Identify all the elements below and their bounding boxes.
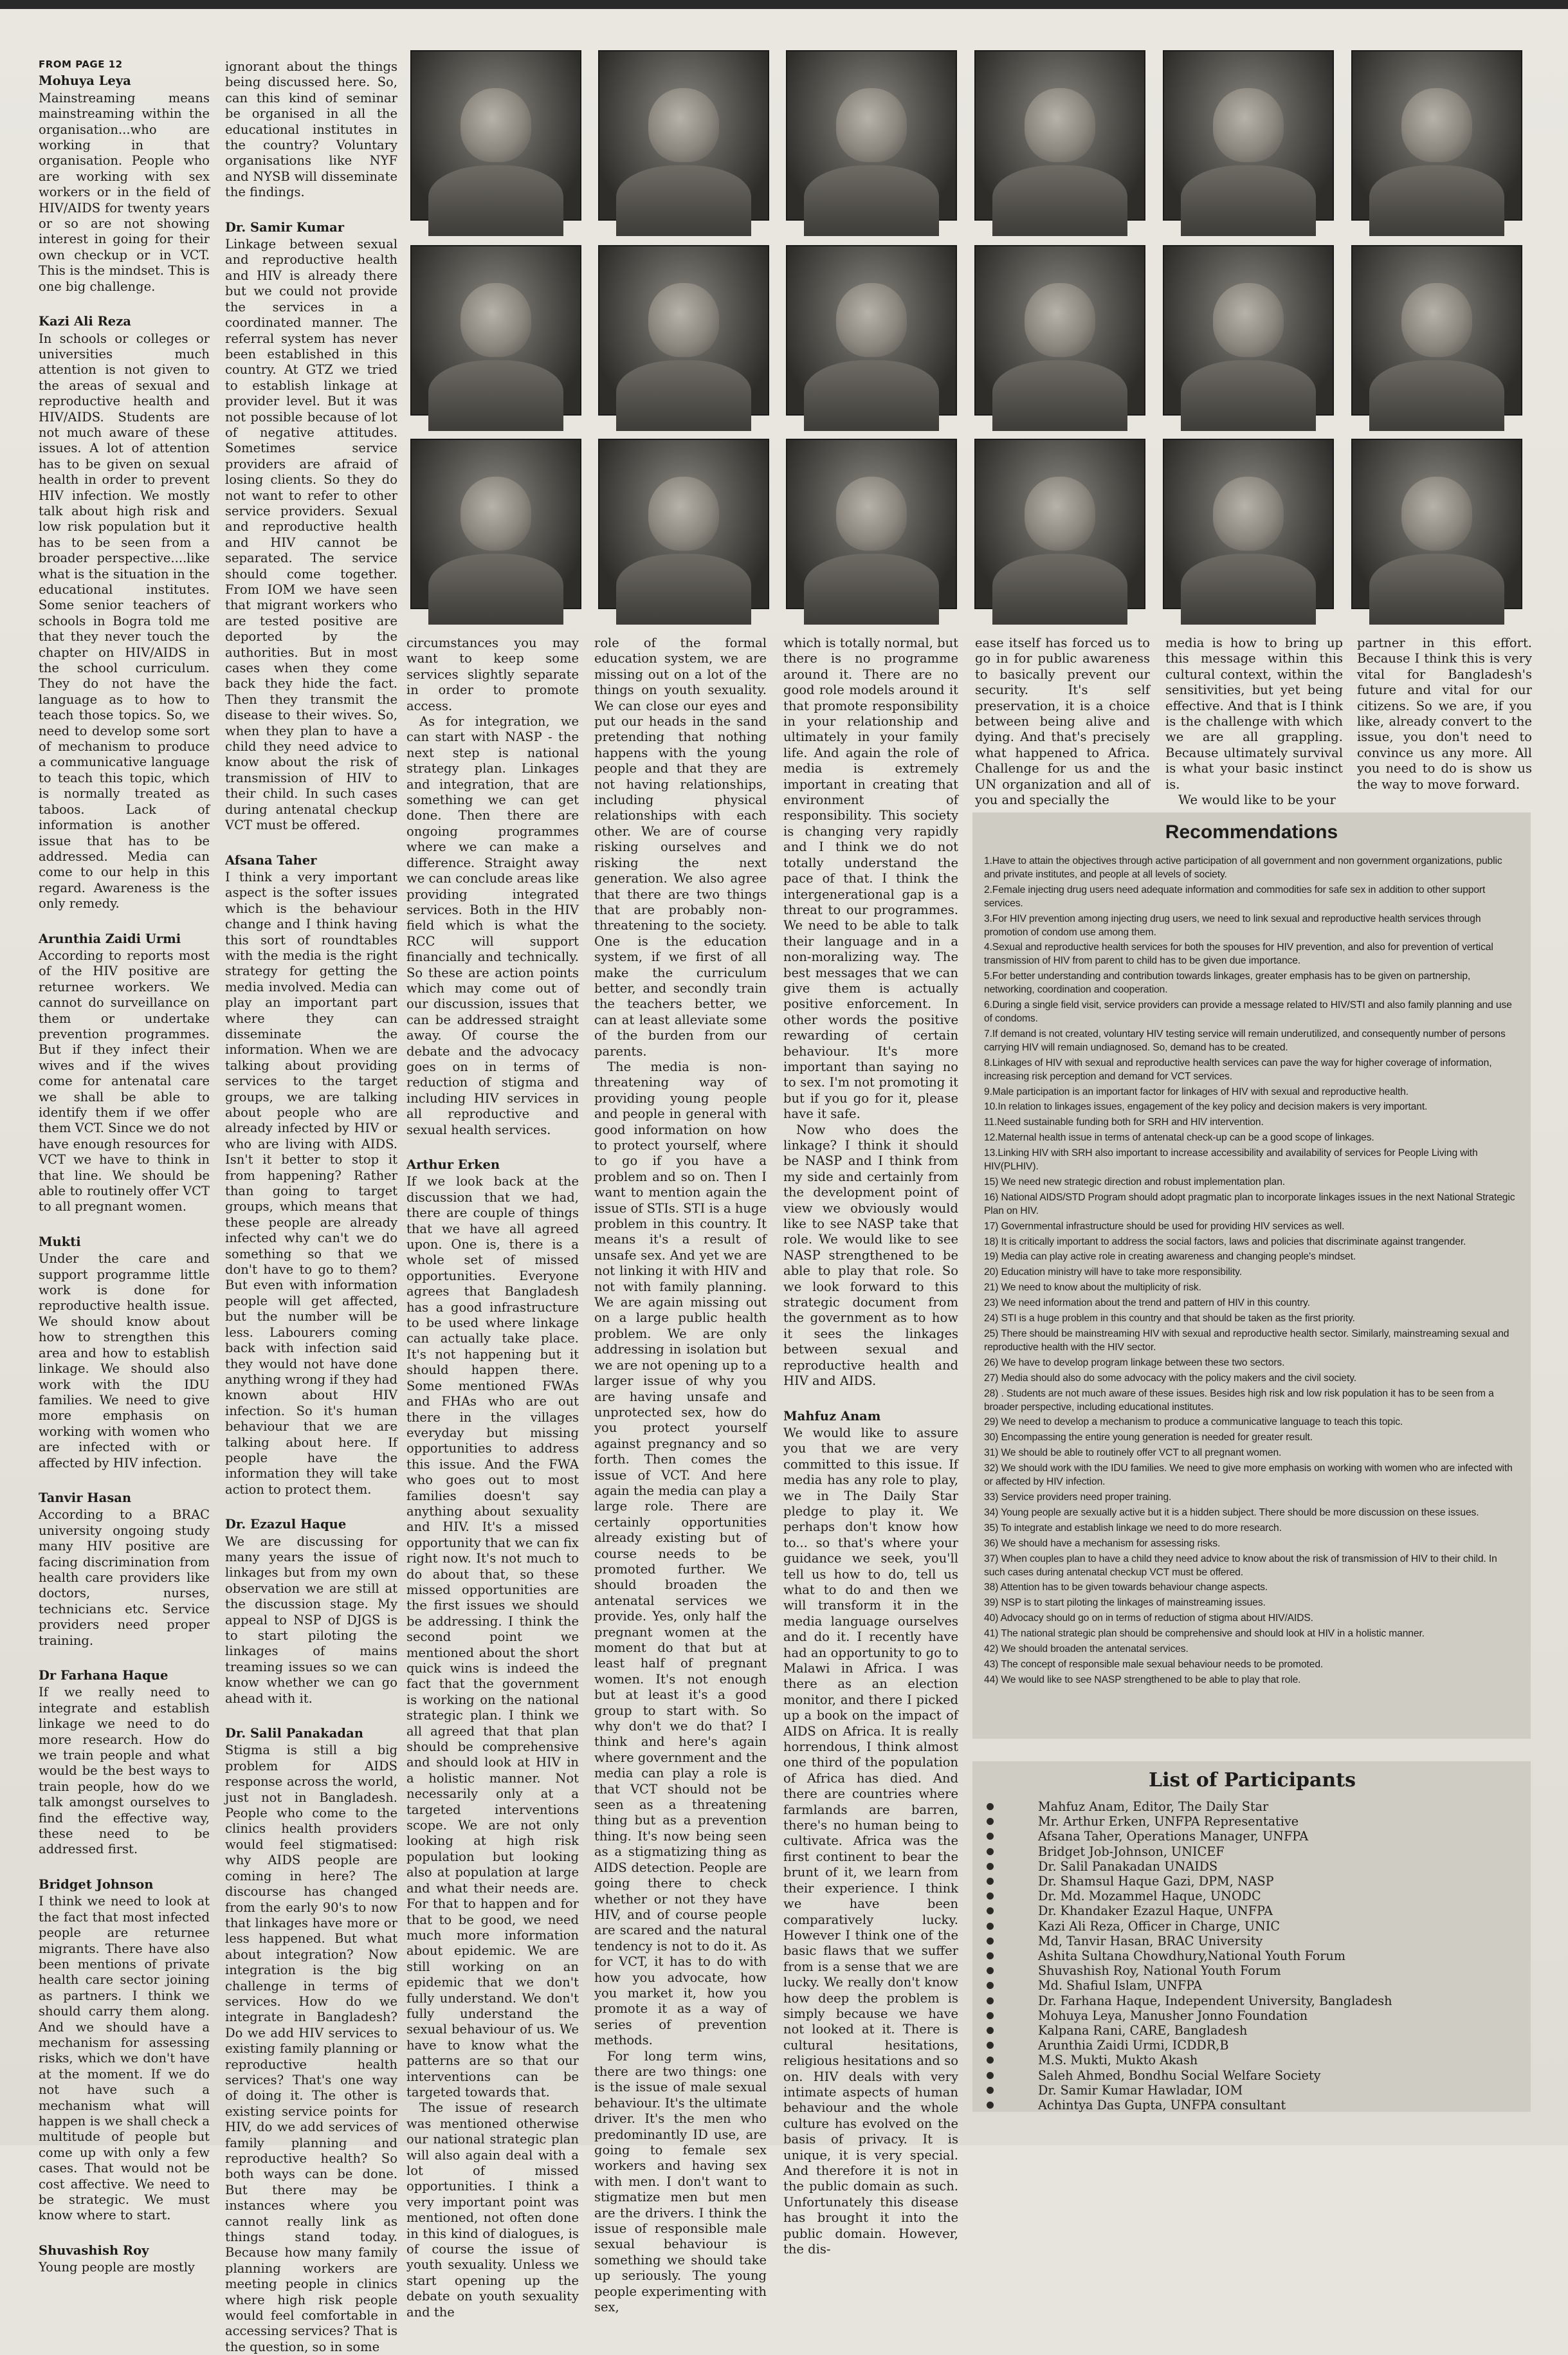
photo-figure-body <box>616 554 751 625</box>
recommendation-item: 4.Sexual and reproductive health services for both the spouses for HIV prevention, and also for prevention of vertical transmission of HIV from parent to child has to be given due importance. <box>984 942 1493 967</box>
photo-figure-head <box>648 283 719 357</box>
recommendation-item: 40) Advocacy should go on in terms of reduction of stigma about HIV/AIDS. <box>984 1613 1313 1624</box>
participant-name: Dr. Farhana Haque, Independent University, Bangladesh <box>1038 1993 1392 2008</box>
participant-item <box>985 1814 1519 1829</box>
participant-name: Mr. Arthur Erken, UNFPA Representative <box>1038 1814 1299 1829</box>
participant-photo <box>1163 439 1334 609</box>
participant-item <box>985 1963 1519 1978</box>
participant-name: Mohuya Leya, Manusher Jonno Foundation <box>1038 2008 1308 2023</box>
recommendation-item: 33) Service providers need proper training. <box>984 1491 1172 1503</box>
paragraph: Stigma is still a big problem for AIDS response across the world, just not in Bangladesh. People who come to the clinics health providers would feel stigmatised: why AIDS people are coming in here? The discourse has changed from the early 90's to now that linkages have more or less happened. But what about integration? Now integration is the big challenge in terms of services. How do we integrate in Bangladesh? Do we add HIV services to existing family planning or reproductive health services? That's one way of doing it. The other is existing service points for HIV, do we add services of family planning and reproductive health? So both ways can be done. But there may be instances where you cannot really link as things stand today. Because how many family planning workers are meeting people in clinics where high risk people would feel comfortable in accessing services? That is the question, so in some <box>225 1743 397 2354</box>
bullet-icon <box>987 2072 994 2079</box>
participant-item <box>985 1993 1519 2008</box>
paragraph: media is how to bring up this message within this cultural context, within the sensitivities, but yet being effective. And that is I think is the challenge with which we are all grappling. Because ultimately survival is what your basic instinct is. <box>1165 636 1343 792</box>
participant-photo <box>1351 245 1522 416</box>
photo-figure-body <box>1369 165 1504 236</box>
speaker-name: Kazi Ali Reza <box>39 314 131 329</box>
recommendation-item: 31) We should be able to routinely offer VCT to all pregnant women. <box>984 1447 1282 1459</box>
recommendation-item: 15) We need new strategic direction and robust implementation plan. <box>984 1176 1286 1187</box>
participant-item <box>985 1919 1519 1934</box>
recommendation-item: 39) NSP is to start piloting the linkages of mainstreaming issues. <box>984 1597 1266 1609</box>
recommendation-item: 26) We have to develop program linkage between these two sectors. <box>984 1357 1285 1368</box>
bullet-icon <box>987 1863 994 1870</box>
speaker-name: Mahfuz Anam <box>783 1408 881 1424</box>
bullet-icon <box>987 2042 994 2049</box>
participant-photo <box>410 245 581 416</box>
recommendation-item: 41) The national strategic plan should be comprehensive and should look at HIV in a holistic manner. <box>984 1628 1425 1640</box>
participant-item <box>985 1978 1519 1993</box>
recommendation-item: 12.Maternal health issue in terms of antenatal check-up can be a good scope of linkages. <box>984 1132 1374 1144</box>
recommendation-item: 23) We need information about the trend and pattern of HIV in this country. <box>984 1297 1310 1309</box>
bullet-icon <box>987 1923 994 1930</box>
article-column-1 <box>39 57 210 2275</box>
recommendation-item: 1.Have to attain the objectives through active participation of all government and non government organizations, public and private institutes, and people at all levels of society. <box>984 856 1502 880</box>
recommendation-item: 28) . Students are not much aware of these issues. Besides high risk and low risk population it has to be seen from a broader perspective, including educational institutes. <box>984 1388 1494 1413</box>
paragraph: which is totally normal, but there is no programme around it. There are no good role models around it that promote responsibility in your relationship and ultimately in your family life. And again the role of media is extremely important in creating that environment of responsibility. This society is changing very rapidly and I think we do not totally understand the pace of that. I think the intergenerational gap is a threat to our programmes. We need to be able to talk their language and in a non-moralizing way. The best messages that we can give them is actually positive enforcement. In other words the positive rewarding of certain behaviour. It's more important than saying no to sex. I'm not promoting it but if you go for it, please have it safe. <box>783 636 958 1122</box>
recommendation-item: 29) We need to develop a mechanism to produce a communicative language to teach this topic. <box>984 1416 1403 1428</box>
participant-photo <box>598 50 769 221</box>
recommendation-item: 16) National AIDS/STD Program should adopt pragmatic plan to incorporate linkages issues in the next National Strategic Plan on HIV. <box>984 1191 1515 1216</box>
recommendation-item: 6.During a single field visit, service providers can provide a message related to HIV/STI and also family planning and use of condoms. <box>984 1000 1512 1024</box>
speaker-name: Bridget Johnson <box>39 1876 154 1892</box>
photo-figure-head <box>648 477 719 551</box>
participant-name: Ashita Sultana Chowdhury,National Youth Forum <box>1038 1948 1345 1964</box>
paragraph: Young people are mostly <box>39 2260 195 2275</box>
speaker-name: Dr. Salil Panakadan <box>225 1726 363 1741</box>
article-column-8 <box>1357 636 1532 803</box>
paragraph: If we look back at the discussion that we had, there are couple of things that we have all agreed upon. One is, there is a whole set of missed opportunities. Everyone agrees that Bangladesh has a good infrastructure to be used where linkage can actually take place. It's not happening but it should happen there. Some mentioned FWAs and FHAs who are out there in the villages everyday but missing opportunities to address this issue. And the FWA who goes out to most families doesn't say anything about sexuality and HIV. It's a missed opportunity that we can fix right now. It's not much to do about that, so these missed opportunities are the first issues we should be addressing. I think the second point we mentioned about the short quick wins is indeed the fact that the government is working on the national strategic plan. I think we all agreed that that plan should be comprehensive and should look at HIV in a holistic manner. Not necessarily only at a targeted interventions scope. We are not only looking at high risk population but looking also at population at large and what their needs are. For that to happen and for that to be good, we need much more information about epidemic. We are still working on an epidemic that we don't fully understand. We don't fully understand the sexual behaviour of us. We have to know what the patterns are so that our interventions can be targeted towards that. <box>406 1174 579 2100</box>
paragraph: ignorant about the things being discussed here. So, can this kind of seminar be organised in all the educational institutes in the country? Voluntary organisations like NYF and NYSB will disseminate the findings. <box>225 59 397 200</box>
speaker-name: Mukti <box>39 1234 81 1249</box>
participant-item <box>985 1903 1519 1918</box>
speaker-name: Tanvir Hasan <box>39 1490 132 1505</box>
recommendation-item: 13.Linking HIV with SRH also important to increase accessibility and availability of services for People Living with HIV(PLHIV). <box>984 1148 1478 1173</box>
speaker-name: Arthur Erken <box>406 1157 500 1172</box>
participant-name: Achintya Das Gupta, UNFPA consultant <box>1038 2098 1286 2113</box>
bullet-icon <box>987 2012 994 2019</box>
paragraph: We would like to be your <box>1178 793 1336 808</box>
recommendation-item: 32) We should work with the IDU families. We need to give more emphasis on working with women who are infected with or affected by HIV infection. <box>984 1463 1513 1488</box>
participant-name: Dr. Samir Kumar Hawladar, IOM <box>1038 2082 1243 2098</box>
participant-name: Dr. Md. Mozammel Haque, UNODC <box>1038 1889 1261 1904</box>
bullet-icon <box>987 1833 994 1840</box>
recommendation-item: 24) STI is a huge problem in this country and that should be taken as the first priority. <box>984 1313 1355 1324</box>
participant-name: Dr. Khandaker Ezazul Haque, UNFPA <box>1038 1903 1273 1919</box>
recommendations-box <box>972 812 1531 1739</box>
paragraph: Mainstreaming means mainstreaming within the organisation...who are working in that organisation. People who are working with sex workers or in the field of HIV/AIDS for twenty years or so are not showing interest in going for their own checkup or in VCT. This is the mindset. This is one big challenge. <box>39 90 210 294</box>
bullet-icon <box>987 1878 994 1885</box>
article-column-7 <box>1165 636 1343 808</box>
participant-item <box>985 1874 1519 1889</box>
paragraph: I think a very important aspect is the softer issues which is the behaviour change and I think having this sort of roundtables with the media is the right strategy for getting the media involved. Media can play an important part where they can disseminate the information. When we are talking about providing services to the target groups, we are talking about people who are already infected by HIV or who are living with AIDS. Isn't it better to stop it from happening? Rather than going to target groups, which means that these people are already infected why can't we do something so that we don't have to go to them? But even with information people will get affected, but the number will be less. Labourers coming back with infection said they would not have done anything wrong if they had known about HIV infection. So it's human behaviour that we are talking about here. If people have the information they will take action to protect them. <box>225 869 397 1497</box>
photo-figure-head <box>648 88 719 162</box>
participant-name: Md, Tanvir Hasan, BRAC University <box>1038 1933 1263 1948</box>
bullet-icon <box>987 1997 994 2004</box>
bullet-icon <box>987 1907 994 1914</box>
photo-figure-body <box>616 360 751 431</box>
paragraph: The media is non-threatening way of providing young people and people in general with good information on how to protect yourself, where to go if you have a problem and so on. Then I want to mention again the issue of STIs. STI is a huge problem in this country. It means it's a result of unsafe sex. And yet we are not linking it with HIV and not with family planning. We are again missing out on a large public health problem. We are only addressing in isolation but we are not opening up to a larger issue of why you are having unsafe and unprotected sex, how do you protect yourself against pregnancy and so forth. Then comes the issue of VCT. And here again the media can play a large role. There are certainly opportunities already existing but of course needs to be promoted further. We should broaden the antenatal services we provide. Yes, only half the pregnant women at the moment do that but at least half of pregnant women. It's not enough but at least it's a good group to start with. So why don't we do that? I think and here's again where government and the media can play a role is that VCT should not be seen as a threatening thing but as a prevention thing. It's now being seen as a stigmatizing thing as AIDS detection. People are going there to check whether or not they have HIV, and of course people are scared and the natural tendency is not to do it. As for VCT, it has to do with how you advocate, how you market it, how you promote it as a way of series of prevention methods. <box>594 1059 767 2048</box>
bullet-icon <box>987 1967 994 1974</box>
photo-figure-head <box>1213 88 1284 162</box>
photo-figure-body <box>1181 360 1316 431</box>
recommendations-list <box>984 855 1519 1687</box>
paragraph: If we really need to integrate and establish linkage we need to do more research. How do we train people and what would be the best ways to train people, how do we talk amongst ourselves to find the effective way, these need to be addressed first. <box>39 1685 210 1857</box>
participant-item <box>985 1934 1519 1948</box>
recommendation-item: 18) It is critically important to address the social factors, laws and policies that discriminate against trangender. <box>984 1236 1466 1247</box>
participant-photo <box>598 245 769 416</box>
recommendation-item: 3.For HIV prevention among injecting drug users, we need to link sexual and reproductive health services through promotion of condom use among them. <box>984 913 1481 938</box>
speaker-name: Dr. Samir Kumar <box>225 219 345 235</box>
article-column-4 <box>594 636 767 2315</box>
paragraph: According to a BRAC university ongoing study many HIV positive are facing discrimination from health care providers like doctors, nurses, technicians etc. Service providers need proper training. <box>39 1507 210 1648</box>
paragraph: As for integration, we can start with NASP - the next step is national strategy plan. Linkages and integration, that are something we can get done. Then there are ongoing programmes where we can make a difference. Straight away we can conclude areas like providing integrated services. Both in the HIV field which is what the RCC will support financially and technically. So these are action points which may come out of our discussion, issues that can be addressed straight away. Of course the debate and the advocacy goes on in terms of reduction of stigma and including HIV services in all reproductive and sexual health services. <box>406 714 579 1137</box>
photo-figure-head <box>1401 88 1472 162</box>
participant-item <box>985 1829 1519 1844</box>
speaker-name: Dr Farhana Haque <box>39 1668 169 1683</box>
recommendation-item: 42) We should broaden the antenatal services. <box>984 1644 1189 1655</box>
paragraph: Linkage between sexual and reproductive health and HIV is already there but we could not provide the services in a coordinated manner. The referral system has never been established in this country. At GTZ we tried to establish linkage at provider level. But it was not possible because of lot of negative attitudes. Sometimes service providers are afraid of losing clients. So they do not want to refer to other service providers. Sexual and reproductive health and HIV cannot be separated. The service should come together. From IOM we have seen that migrant workers who are tested positive are deported by the authorities. But in most cases when they come back they hide the fact. Then they transmit the disease to their wives. So, when they plan to have a child they need advice to know about the risk of transmission of HIV to their child. In such cases during antenatal checkup VCT must be offered. <box>225 237 397 833</box>
participant-item <box>985 1948 1519 1963</box>
photo-figure-head <box>1025 283 1095 357</box>
participant-name: Mahfuz Anam, Editor, The Daily Star <box>1038 1799 1269 1814</box>
photo-figure-head <box>1401 477 1472 551</box>
top-edge-bar <box>0 0 1568 9</box>
recommendation-item: 37) When couples plan to have a child they need advice to know about the risk of transmission of HIV to their child. In such cases during antenatal checkup VCT must be offered. <box>984 1553 1497 1578</box>
article-column-6 <box>975 636 1150 808</box>
participant-item <box>985 2098 1519 2112</box>
participant-photo <box>410 439 581 609</box>
photo-figure-head <box>1213 283 1284 357</box>
recommendations-title: Recommendations <box>1165 821 1338 843</box>
recommendation-item: 8.Linkages of HIV with sexual and reproductive health services can pave the way for higher coverage of information, increasing risk perception and demand for VCT services. <box>984 1057 1492 1082</box>
photo-figure-body <box>428 165 563 236</box>
recommendation-item: 20) Education ministry will have to take more responsibility. <box>984 1267 1242 1278</box>
photo-figure-body <box>428 554 563 625</box>
photo-figure-head <box>1025 477 1095 551</box>
photo-figure-head <box>460 88 531 162</box>
article-column-3 <box>406 636 579 2320</box>
participant-item <box>985 1799 1519 1814</box>
paragraph: circumstances you may want to keep some services slightly separate in order to promote access. <box>406 636 579 713</box>
article-column-5 <box>783 636 958 2257</box>
paragraph: According to reports most of the HIV positive are returnee workers. We cannot do surveillance on them or undertake prevention programmes. But if they infect their wives and if the wives come for antenatal care we shall be able to identify them if we offer them VCT. Since we do not have enough resources for VCT we have to think in that line. We should be able to routinely offer VCT to all pregnant women. <box>39 948 210 1214</box>
participant-photo-grid <box>410 50 1531 611</box>
recommendation-item: 27) Media should also do some advocacy with the policy makers and the civil society. <box>984 1372 1356 1384</box>
bullet-icon <box>987 1938 994 1945</box>
recommendation-item: 19) Media can play active role in creating awareness and changing people's mindset. <box>984 1251 1356 1263</box>
photo-figure-head <box>836 477 907 551</box>
participant-photo <box>410 50 581 221</box>
participant-photo <box>974 439 1145 609</box>
photo-figure-head <box>1401 283 1472 357</box>
recommendation-item: 25) There should be mainstreaming HIV with sexual and reproductive health sector. Similarly, mainstreaming sexual and reproductive health with the HIV sector. <box>984 1328 1509 1353</box>
photo-figure-head <box>460 477 531 551</box>
bullet-icon <box>987 1952 994 1959</box>
participant-photo <box>974 50 1145 221</box>
participant-name: Arunthia Zaidi Urmi, ICDDR,B <box>1038 2038 1229 2053</box>
paragraph: We would like to assure you that we are very committed to this issue. If media has any role to play, we in The Daily Star pledge to play it. We perhaps don't know how to... so that's where your guidance we seek, you'll tell us how to do, tell us what to do and then we will transform it in the media language ourselves and do it. I recently have had an opportunity to go to Malawi in Africa. I was there as an election monitor, and there I picked up a book on the impact of AIDS on Africa. It is really horrendous, I think almost one third of the population of Africa has died. And there are countries where farmlands are barren, there's no human being to cultivate. Africa was the first continent to bear the brunt of it, we learn from their experience. I think we have been comparatively lucky. However I think one of the basic flaws that we suffer from is a sense that we are lucky. We really don't know how deep the problem is simply because we have not looked at it. There is cultural hesitations, religious hesitations and so on. HIV deals with very intimate aspects of human behaviour and the whole culture has evolved on the basis of privacy. It is unique, it is very special. And therefore it is not in the public domain as such. Unfortunately this disease has brought it into the public domain. However, the dis- <box>783 1425 958 2257</box>
photo-figure-body <box>1369 554 1504 625</box>
photo-figure-body <box>992 360 1127 431</box>
recommendation-item: 36) We should have a mechanism for assessing risks. <box>984 1537 1221 1549</box>
participant-photo <box>598 439 769 609</box>
paragraph: For long term wins, there are two things: one is the issue of male sexual behaviour. It's the ultimate driver. It's the men who predominantly ID use, are going to female sex workers and having sex with men. I don't want to stigmatize men but men are the drivers. I think the issue of responsible male sexual behaviour is something we should take up seriously. The young people experimenting with sex, <box>594 2048 767 2315</box>
participants-box <box>972 1761 1531 2112</box>
recommendation-item: 9.Male participation is an important factor for linkages of HIV with sexual and reproductive health. <box>984 1086 1409 1097</box>
recommendation-item: 7.If demand is not created, voluntary HIV testing service will remain underutilized, and consequently number of persons carrying HIV will remain undiagnosed. So, demand has to be created. <box>984 1028 1506 1053</box>
photo-figure-body <box>1181 554 1316 625</box>
participant-name: Afsana Taher, Operations Manager, UNFPA <box>1038 1829 1309 1844</box>
participant-name: Dr. Shamsul Haque Gazi, DPM, NASP <box>1038 1874 1274 1889</box>
photo-figure-body <box>428 360 563 431</box>
photo-figure-body <box>992 165 1127 236</box>
participant-item <box>985 1844 1519 1859</box>
photo-figure-head <box>460 283 531 357</box>
paragraph: Under the care and support programme little work is done for reproductive health issue. We should know about how to strengthen this area and how to establish linkage. We should also work with the IDU families. We need to give more emphasis on working with women who are infected with or affected by HIV infection. <box>39 1251 210 1471</box>
photo-figure-body <box>1369 360 1504 431</box>
recommendation-item: 2.Female injecting drug users need adequate information and commodities for safe sex in addition to other support services. <box>984 884 1486 909</box>
bullet-icon <box>987 2102 994 2109</box>
participant-item <box>985 1859 1519 1874</box>
recommendation-item: 30) Encompassing the entire young generation is needed for greater result. <box>984 1432 1313 1443</box>
participant-item <box>985 2083 1519 2098</box>
participants-list <box>985 1799 1519 2112</box>
photo-figure-body <box>992 554 1127 625</box>
photo-figure-body <box>804 360 939 431</box>
participant-item <box>985 2023 1519 2038</box>
photo-figure-body <box>616 165 751 236</box>
recommendation-item: 34) Young people are sexually active but it is a hidden subject. There should be more discussion on these issues. <box>984 1507 1479 1518</box>
recommendation-item: 5.For better understanding and contribution towards linkages, greater emphasis has to be given on partnership, networking, coordination and cooperation. <box>984 971 1471 996</box>
participant-photo <box>786 245 957 416</box>
bullet-icon <box>987 1848 994 1855</box>
speaker-name: Dr. Ezazul Haque <box>225 1517 347 1532</box>
continued-from-label: FROM PAGE 12 <box>39 59 123 70</box>
paragraph: Now who does the linkage? I think it should be NASP and I think from my side and certainly from the development point of view we obviously would like to see NASP take that role. We would like to see NASP strengthened to be able to play that role. So we look forward to this strategic document from the government as to how it sees the linkages between sexual and reproductive health and HIV and AIDS. <box>783 1122 958 1389</box>
photo-figure-head <box>836 283 907 357</box>
paragraph: I think we need to look at the fact that most infected people are returnee migrants. There have also been mentions of private health care sector joining as partners. I think we should carry them along. And we should have a mechanism for assessing risks, which we don't have at the moment. If we do not have such a mechanism what will happen is we shall check a multitude of people but come up with only a few cases. That would not be cost affective. We need to be strategic. We must know where to start. <box>39 1894 210 2223</box>
bullet-icon <box>987 1803 994 1810</box>
participant-name: Md. Shafiul Islam, UNFPA <box>1038 1978 1203 1993</box>
participant-name: Bridget Job-Johnson, UNICEF <box>1038 1844 1225 1859</box>
participant-item <box>985 2068 1519 2083</box>
photo-figure-body <box>804 165 939 236</box>
participant-item <box>985 2038 1519 2053</box>
recommendation-item: 17) Governmental infrastructure should be used for providing HIV services as well. <box>984 1220 1345 1232</box>
paragraph: We are discussing for many years the issue of linkages but from my own observation we are still at the discussion stage. My appeal to NSP of DJGS is to start piloting the linkages of mains treaming issues so we can know whether we can go ahead with it. <box>225 1534 397 1706</box>
recommendation-item: 44) We would like to see NASP strengthened to be able to play that role. <box>984 1674 1301 1685</box>
article-column-2 <box>225 59 397 2354</box>
speaker-name: Mohuya Leya <box>39 73 131 89</box>
bullet-icon <box>987 2027 994 2034</box>
participant-photo <box>1163 50 1334 221</box>
participant-photo <box>786 50 957 221</box>
participant-photo <box>1351 50 1522 221</box>
participant-item <box>985 2008 1519 2023</box>
paragraph: In schools or colleges or universities much attention is not given to the areas of sexual and reproductive health and HIV/AIDS. Students are not much aware of these issues. A lot of attention has to be given on sexual health in order to prevent HIV infection. We mostly talk about high risk and low risk population but it has to be seen from a broader perspective....like what is the situation in the educational institutes. Some senior teachers of schools in Bogra told me that they never touch the chapter on HIV/AIDS in the school curriculum. They do not have the language as to how to teach those topics. So, we need to develop some sort of mechanism to produce a communicative language to teach this topic, which is normally treated as taboos. Lack of information is another issue that has to be addressed. Media can come to our help in this regard. Awareness is the only remedy. <box>39 331 210 912</box>
recommendation-item: 21) We need to know about the multiplicity of risk. <box>984 1282 1201 1294</box>
recommendation-item: 43) The concept of responsible male sexual behaviour needs to be promoted. <box>984 1658 1324 1670</box>
participants-title: List of Participants <box>1149 1769 1356 1791</box>
participant-name: Kalpana Rani, CARE, Bangladesh <box>1038 2023 1248 2039</box>
paragraph: ease itself has forced us to go in for public awareness to basically prevent our security. It's self preservation, it is a choice between being alive and dying. And that's precisely what happened to Africa. Challenge for us and the UN organization and all of you and specially the <box>975 636 1150 808</box>
recommendation-item: 38) Attention has to be given towards behaviour change aspects. <box>984 1582 1268 1593</box>
photo-figure-head <box>1213 477 1284 551</box>
recommendation-item: 10.In relation to linkages issues, engagement of the key policy and decision makers is very important. <box>984 1101 1428 1113</box>
participant-item <box>985 2053 1519 2067</box>
photo-figure-head <box>1025 88 1095 162</box>
speaker-name: Shuvashish Roy <box>39 2242 149 2258</box>
participant-item <box>985 1889 1519 1903</box>
paragraph: role of the formal education system, we are missing out on a lot of the things on youth sexuality. We can close our eyes and put our heads in the sand pretending that nothing happens with the young people and that they are not having relationships, including physical relationships with each other. We are of course risking ourselves and risking the next generation. We also agree that there are two things that are probably non-threatening to the society. One is the education system, if we first of all make the curriculum better, and secondly train the teachers better, we can at least alleviate some of the burden from our parents. <box>594 636 767 1059</box>
participant-name: Shuvashish Roy, National Youth Forum <box>1038 1963 1281 1979</box>
photo-figure-body <box>804 554 939 625</box>
bullet-icon <box>987 2057 994 2064</box>
bullet-icon <box>987 2087 994 2094</box>
bullet-icon <box>987 1982 994 1989</box>
speaker-name: Arunthia Zaidi Urmi <box>39 931 181 946</box>
speaker-name: Afsana Taher <box>225 852 317 868</box>
participant-name: M.S. Mukti, Mukto Akash <box>1038 2053 1198 2068</box>
participant-name: Saleh Ahmed, Bondhu Social Welfare Society <box>1038 2067 1321 2083</box>
photo-figure-head <box>836 88 907 162</box>
participant-photo <box>786 439 957 609</box>
recommendation-item: 11.Need sustainable funding both for SRH and HIV intervention. <box>984 1117 1264 1128</box>
bullet-icon <box>987 1818 994 1825</box>
participant-photo <box>974 245 1145 416</box>
recommendation-item: 35) To integrate and establish linkage we need to do more research. <box>984 1522 1282 1534</box>
participant-name: Dr. Salil Panakadan UNAIDS <box>1038 1858 1218 1874</box>
bullet-icon <box>987 1892 994 1900</box>
participant-photo <box>1351 439 1522 609</box>
paragraph: The issue of research was mentioned otherwise our national strategic plan will also again deal with a lot of missed opportunities. I think a very important point was mentioned, not often done in this kind of dialogues, is of course the issue of youth sexuality. Unless we start opening up the debate on youth sexuality and the <box>406 2100 579 2320</box>
participant-name: Kazi Ali Reza, Officer in Charge, UNIC <box>1038 1918 1281 1934</box>
photo-figure-body <box>1181 165 1316 236</box>
paragraph: partner in this effort. Because I think this is very vital for Bangladesh's future and vital for our citizens. So we are, if you like, already convert to the issue, you don't need to convince us any more. All you need to do is show us the way to move forward. <box>1357 636 1532 792</box>
participant-photo <box>1163 245 1334 416</box>
